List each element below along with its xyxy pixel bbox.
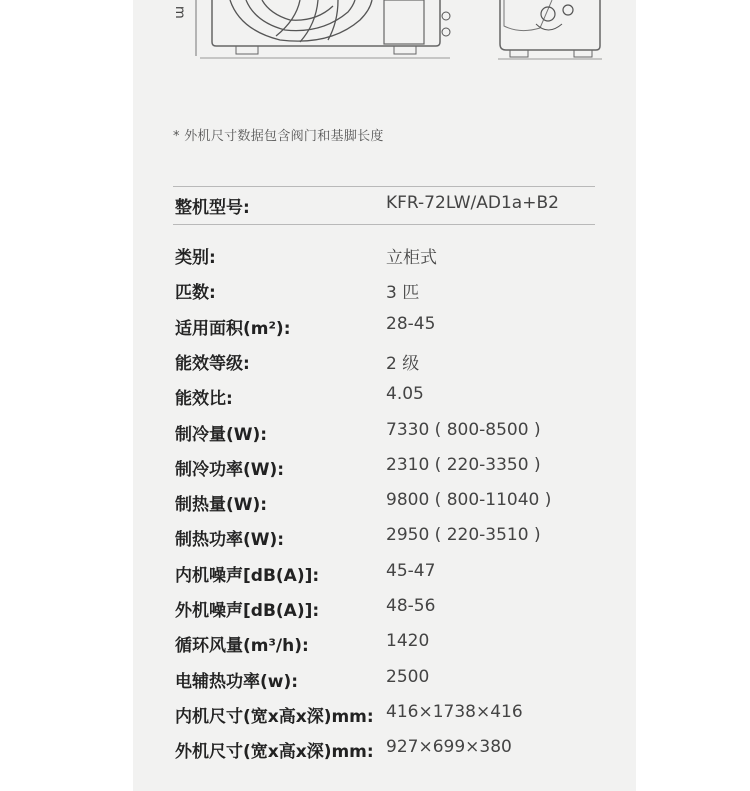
model-row xyxy=(0,193,750,217)
spec-value: 4.05 xyxy=(386,384,424,405)
divider-top xyxy=(173,186,595,187)
spec-row xyxy=(0,596,750,622)
spec-value: KFR-72LW/AD1a+B2 xyxy=(386,193,559,213)
spec-row xyxy=(0,667,750,693)
spec-value: 9800 ( 800-11040 ) xyxy=(386,490,552,511)
spec-value: 立柜式 xyxy=(386,248,437,268)
spec-value: 48-56 xyxy=(386,596,436,616)
spec-row xyxy=(0,455,750,481)
spec-label: 整机型号: xyxy=(175,198,250,218)
spec-label: 适用面积(m²): xyxy=(175,318,291,339)
spec-label: 能效等级: xyxy=(175,353,250,374)
spec-label: 外机噪声[dB(A)]: xyxy=(175,601,320,621)
spec-value: 927×699×380 xyxy=(386,737,512,758)
spec-label: 制热量(W): xyxy=(175,495,268,516)
spec-value: 2950 ( 220-3510 ) xyxy=(386,525,541,546)
spec-row xyxy=(0,490,750,516)
spec-value: 28-45 xyxy=(386,313,436,334)
spec-row xyxy=(0,278,750,304)
outdoor-unit-diagram xyxy=(0,0,750,120)
spec-value: 7330 ( 800-8500 ) xyxy=(386,419,541,440)
front-unit-outline xyxy=(212,0,440,46)
spec-row xyxy=(0,631,750,657)
spec-row xyxy=(0,702,750,728)
spec-label: 类别: xyxy=(175,248,216,268)
spec-row xyxy=(0,737,750,763)
spec-value: 2 级 xyxy=(386,353,420,374)
spec-row xyxy=(0,420,750,446)
spec-value: 2500 xyxy=(386,666,430,687)
dimension-unit-label: m xyxy=(172,6,187,19)
spec-value: 416×1738×416 xyxy=(386,701,523,722)
divider-bottom xyxy=(173,224,595,225)
spec-label: 制热功率(W): xyxy=(175,530,285,551)
spec-label: 制冷功率(W): xyxy=(175,459,285,480)
spec-value: 2310 ( 220-3350 ) xyxy=(386,454,541,475)
spec-value: 45-47 xyxy=(386,560,436,581)
spec-row xyxy=(0,525,750,551)
spec-label: 内机尺寸(宽x高x深)mm: xyxy=(175,706,374,727)
spec-label: 匹数: xyxy=(175,283,216,304)
spec-label: 制冷量(W): xyxy=(175,424,268,445)
spec-value: 3 匹 xyxy=(386,283,420,304)
spec-label: 循环风量(m³/h): xyxy=(175,636,309,657)
dimension-note: * 外机尺寸数据包含阀门和基脚长度 xyxy=(173,129,384,144)
spec-label: 外机尺寸(宽x高x深)mm: xyxy=(175,742,374,763)
spec-label: 能效比: xyxy=(175,389,233,410)
spec-row xyxy=(0,314,750,340)
spec-row xyxy=(0,561,750,587)
spec-label: 内机噪声[dB(A)]: xyxy=(175,565,320,586)
fan-grille-icon xyxy=(230,0,372,42)
spec-row xyxy=(0,384,750,410)
spec-row xyxy=(0,243,750,269)
spec-value: 1420 xyxy=(386,631,430,652)
spec-label: 电辅热功率(w): xyxy=(175,671,299,692)
spec-row xyxy=(0,349,750,375)
